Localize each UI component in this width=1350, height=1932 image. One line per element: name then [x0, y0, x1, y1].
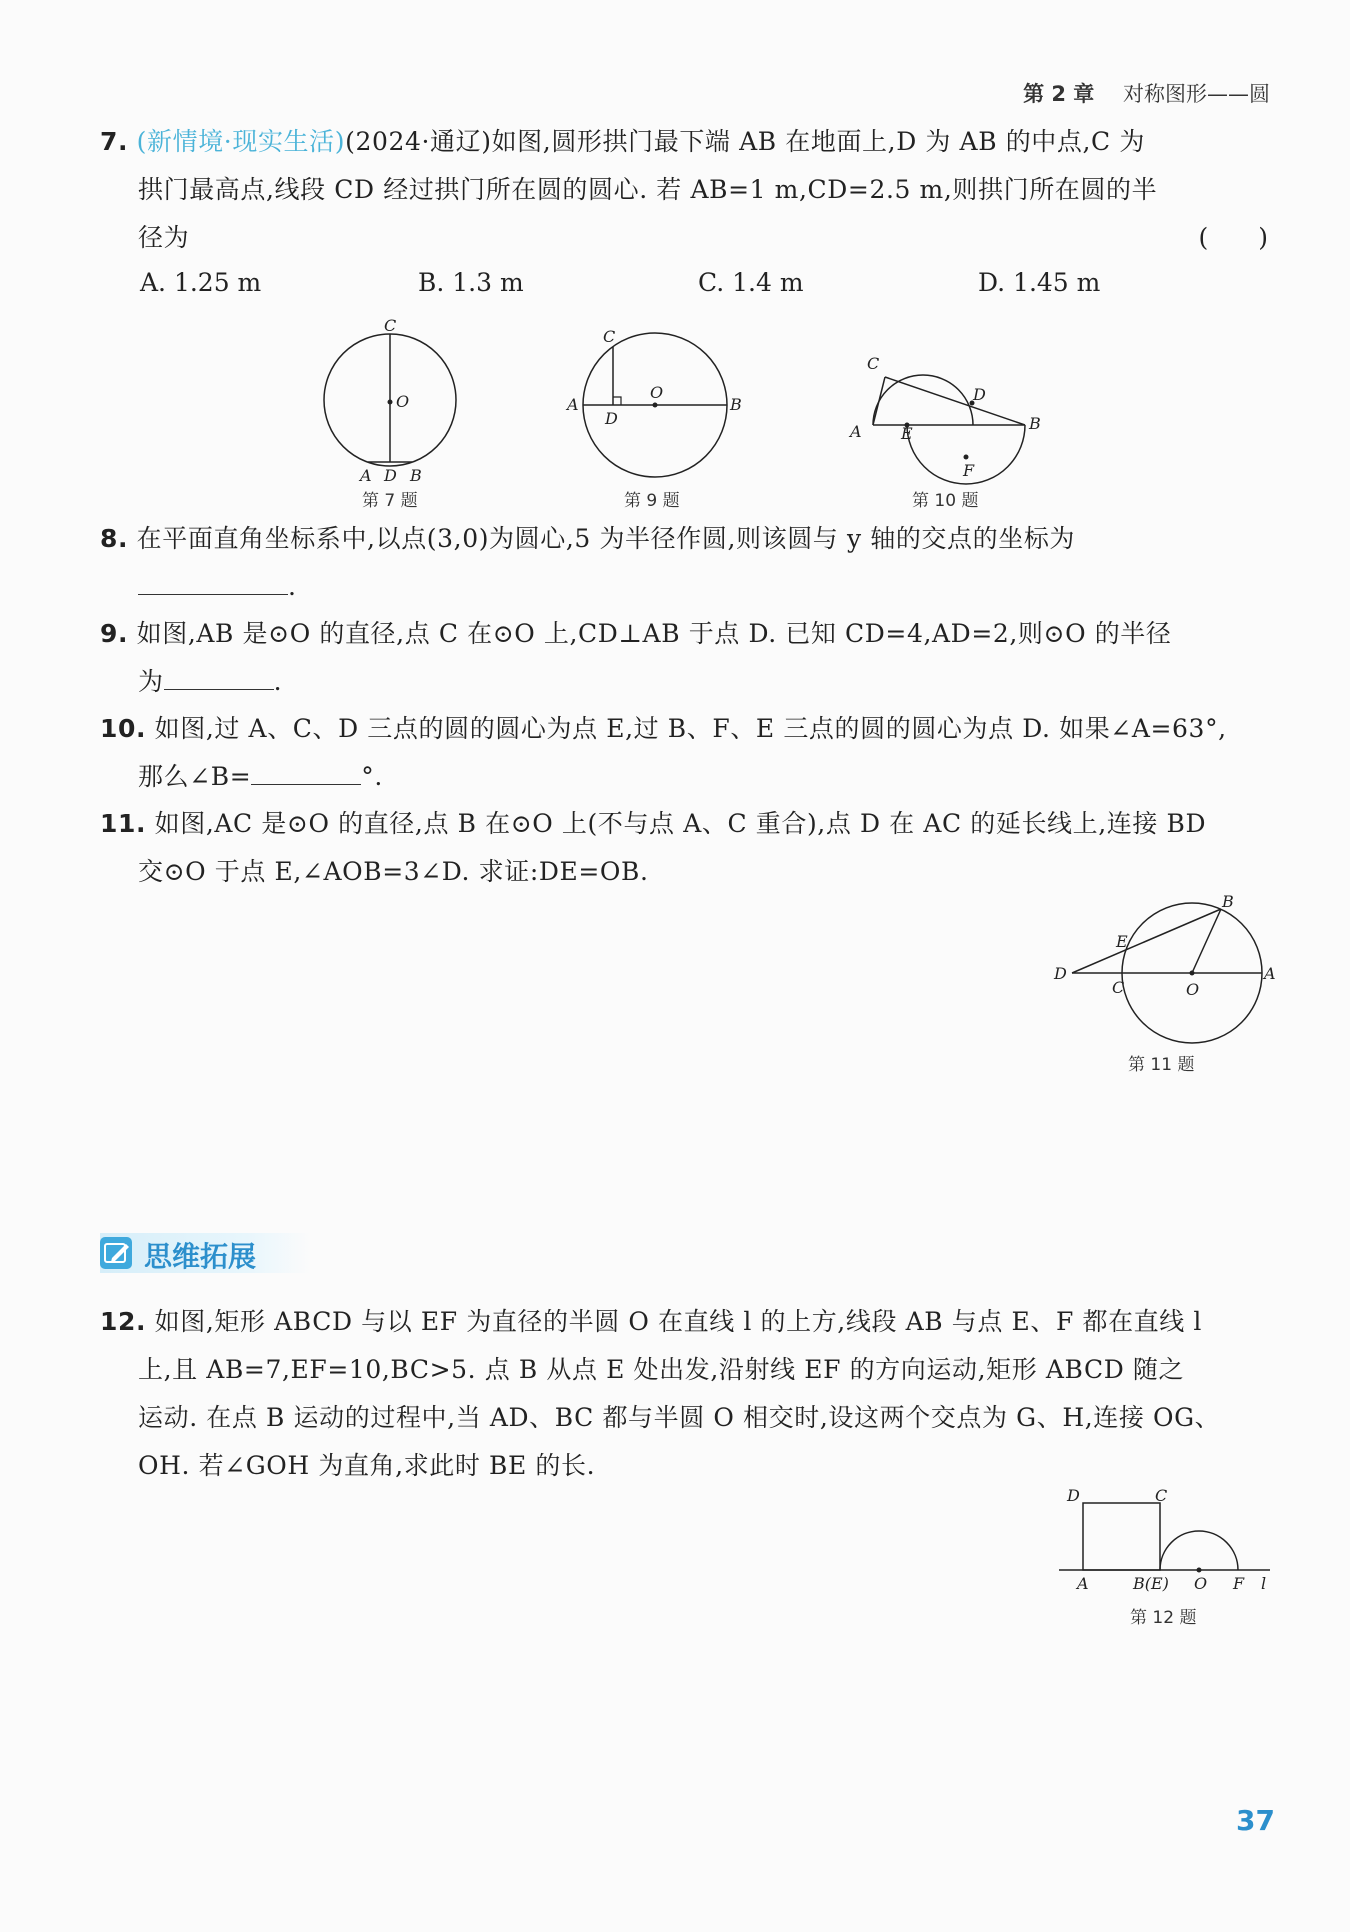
- figure-12: [1055, 1485, 1285, 1595]
- question-text: OH. 若∠GOH 为直角,求此时 BE 的长.: [138, 1451, 596, 1480]
- figure-9-caption: 第 9 题: [624, 491, 680, 511]
- page-number: 37: [1236, 1804, 1275, 1837]
- label-b: B: [410, 466, 422, 485]
- figure-11-caption: 第 11 题: [1128, 1055, 1195, 1075]
- question-text: 上,且 AB=7,EF=10,BC>5. 点 B 从点 E 处出发,沿射线 EF 的方向运动,矩形 ABCD 随之: [138, 1355, 1185, 1384]
- label-f: F: [1233, 1574, 1245, 1593]
- label-b: B: [1222, 892, 1234, 911]
- label-l: l: [1261, 1574, 1267, 1593]
- question-number: 12.: [100, 1307, 147, 1336]
- section-title: 思维拓展: [144, 1240, 257, 1273]
- option-b: B. 1.3 m: [418, 268, 524, 297]
- label-f: F: [963, 461, 975, 480]
- label-b: B: [730, 395, 742, 414]
- question-text: 交⊙O 于点 E,∠AOB=3∠D. 求证:DE=OB.: [138, 857, 649, 886]
- label-o: O: [1194, 1574, 1208, 1593]
- label-c: C: [384, 316, 397, 335]
- chapter-label: 第 2 章: [1023, 82, 1095, 106]
- label-d: D: [973, 385, 986, 404]
- label-e: E: [1116, 932, 1128, 951]
- question-text: 如图,AB 是⊙O 的直径,点 C 在⊙O 上,CD⊥AB 于点 D. 已知 CD=4,AD=2,则⊙O 的半径: [136, 619, 1172, 648]
- question-9: [100, 610, 1268, 706]
- label-a: A: [567, 395, 579, 414]
- answer-blank[interactable]: [251, 783, 361, 785]
- question-number: 8.: [100, 524, 129, 553]
- question-text: 运动. 在点 B 运动的过程中,当 AD、BC 都与半圆 O 相交时,设这两个交点为 G、H,连接 OG、: [138, 1403, 1221, 1432]
- question-text-last: 径为 ( ): [100, 214, 1268, 262]
- label-o: O: [396, 392, 410, 411]
- answer-line: .: [100, 563, 1268, 611]
- label-b-e: B(E): [1133, 1574, 1169, 1593]
- question-8: [100, 515, 1268, 611]
- question-number: 10.: [100, 714, 147, 743]
- label-d: D: [1067, 1486, 1080, 1505]
- figure-12-caption: 第 12 题: [1130, 1608, 1197, 1628]
- answer-line: 那么∠B= °.: [138, 762, 383, 791]
- label-e: E: [901, 424, 913, 443]
- question-text: (2024·通辽)如图,圆形拱门最下端 AB 在地面上,D 为 AB 的中点,C 为: [345, 127, 1145, 156]
- label-d: D: [1054, 964, 1067, 983]
- answer-blank[interactable]: [164, 688, 274, 690]
- answer-parenthesis: ( ): [1198, 223, 1268, 252]
- answer-line: 为 .: [138, 667, 283, 696]
- question-12: [100, 1298, 1268, 1490]
- label-a: A: [1264, 964, 1276, 983]
- label-a: A: [360, 466, 372, 485]
- question-number: 7.: [100, 127, 129, 156]
- question-number: 9.: [100, 619, 129, 648]
- question-7: [100, 118, 1268, 262]
- figure-7-caption: 第 7 题: [362, 491, 418, 511]
- label-c: C: [603, 327, 616, 346]
- label-b: B: [1029, 414, 1041, 433]
- question-text: 拱门最高点,线段 CD 经过拱门所在圆的圆心. 若 AB=1 m,CD=2.5 m,则拱门所在圆的半: [138, 175, 1158, 204]
- answer-blank[interactable]: [138, 593, 288, 595]
- section-heading: [100, 1233, 310, 1273]
- label-a: A: [1077, 1574, 1089, 1593]
- label-c: C: [867, 354, 880, 373]
- option-c: C. 1.4 m: [698, 268, 804, 297]
- chapter-title: 对称图形——圆: [1123, 82, 1270, 106]
- question-text: 如图,矩形 ABCD 与以 EF 为直径的半圆 O 在直线 l 的上方,线段 AB 与点 E、F 都在直线 l: [154, 1307, 1203, 1336]
- question-text: 在平面直角坐标系中,以点(3,0)为圆心,5 为半径作圆,则该圆与 y 轴的交点的坐标为: [136, 524, 1076, 553]
- option-a: A. 1.25 m: [140, 268, 262, 297]
- question-tag: (新情境·现实生活): [136, 127, 346, 156]
- figure-7: [310, 315, 470, 490]
- figure-11: [1050, 892, 1280, 1045]
- label-c: C: [1155, 1486, 1168, 1505]
- question-10: [100, 705, 1268, 801]
- page-header: [1023, 78, 1270, 108]
- figure-9: [565, 327, 745, 485]
- question-text: 如图,过 A、C、D 三点的圆的圆心为点 E,过 B、F、E 三点的圆的圆心为点 D. 如果∠A=63°,: [154, 714, 1227, 743]
- question-11: [100, 800, 1268, 896]
- label-a: A: [850, 422, 862, 441]
- label-d: D: [605, 409, 618, 428]
- label-o: O: [1186, 980, 1200, 999]
- label-c: C: [1112, 978, 1125, 997]
- question-number: 11.: [100, 809, 147, 838]
- figure-10: [845, 355, 1060, 480]
- option-d: D. 1.45 m: [978, 268, 1101, 297]
- figure-10-caption: 第 10 题: [912, 491, 979, 511]
- pencil-icon: [100, 1237, 132, 1269]
- label-o: O: [650, 383, 664, 402]
- question-text: 如图,AC 是⊙O 的直径,点 B 在⊙O 上(不与点 A、C 重合),点 D 在 AC 的延长线上,连接 BD: [154, 809, 1207, 838]
- label-d: D: [384, 466, 397, 485]
